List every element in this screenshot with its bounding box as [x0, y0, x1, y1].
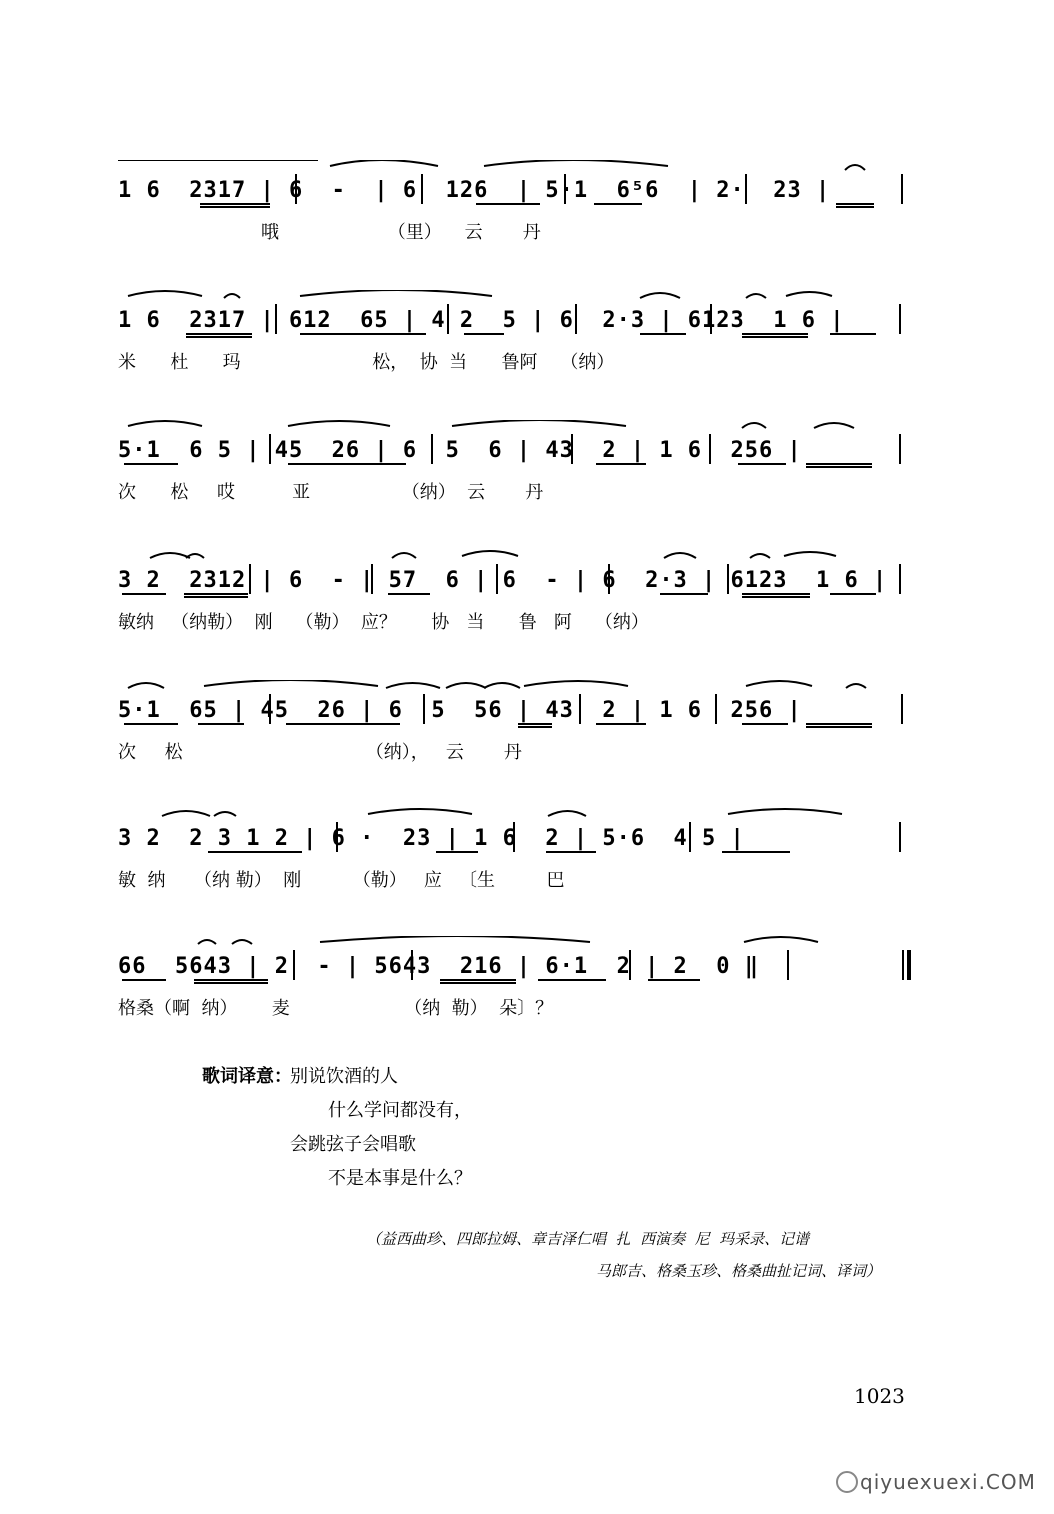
watermark-logo-icon — [836, 1471, 858, 1493]
lyrics-line: 次 松 哎 亚 （纳） 云 丹 — [118, 482, 544, 503]
score-system-3 — [0, 420, 1054, 540]
watermark — [836, 1470, 1036, 1494]
translation-line-3: 会跳弦子会唱歌 — [290, 1134, 416, 1155]
score-system-6 — [0, 808, 1054, 928]
page-number: 1023 — [854, 1384, 905, 1408]
notation-line: 3 2 2312 | 6 - | 57 6 | 6 - | 6 2·3 | 6123 1 6 | — [118, 568, 888, 593]
score-system-7 — [0, 936, 1054, 1056]
score-system-2 — [0, 290, 1054, 410]
translation-line-4: 不是本事是什么？ — [328, 1168, 472, 1189]
translation-label: 歌词译意： — [202, 1066, 292, 1087]
notation-line: 66 5643 | 2 - | 5643 216 | 6·1 2 | 2 0 ‖ — [118, 954, 760, 979]
lyrics-line: 敏 纳 （纳 勒） 刚 （勒） 应 〔生 巴 — [118, 870, 565, 891]
lyrics-line: 格桑（啊 纳） 麦 （纳 勒） 朵〕？ — [118, 998, 554, 1019]
credit-line-1: （益西曲珍、四郎拉姆、章吉泽仁唱 扎 西演奏 尼 玛采录、记谱 — [366, 1230, 810, 1248]
notation-line: 1 6 2317 | 612 65 | 4 2 5 | 6 2·3 | 6123 1 6 | — [118, 308, 845, 333]
score-system-4 — [0, 550, 1054, 670]
notation-line: 5·1 65 | 45 26 | 6 5 56 | 43 2 | 1 6 256 | — [118, 698, 802, 723]
translation-line-1: 别说饮酒的人 — [290, 1066, 398, 1087]
translation-line-2: 什么学问都没有， — [328, 1100, 472, 1121]
score-system-1 — [0, 160, 1054, 280]
watermark-text: qiyuexuexi.COM — [860, 1470, 1036, 1494]
score-system-5 — [0, 680, 1054, 800]
lyrics-line: 米 杜 玛 松， 协 当 鲁阿 （纳） — [118, 352, 615, 373]
notation-line: 5·1 6 5 | 45 26 | 6 5 6 | 43 2 | 1 6 256 | — [118, 438, 802, 463]
lyrics-line: 次 松 （纳）， 云 丹 — [118, 742, 522, 763]
lyrics-line: 敏纳 （纳勒） 刚 （勒） 应？ 协 当 鲁 阿 （纳） — [118, 612, 649, 633]
lyrics-line: 哦 （里） 云 丹 — [118, 222, 541, 243]
notation-line: 1 6 2317 | 6 - | 6 126 | 5·1 6⁵6 | 2· 23 | — [118, 178, 831, 203]
notation-line: 3 2 2 3 1 2 | 6 · 23 | 1 6 2 | 5·6 4 5 | — [118, 826, 745, 851]
credit-line-2: 马郎吉、格桑玉珍、格桑曲扯记词、译词） — [596, 1262, 882, 1280]
